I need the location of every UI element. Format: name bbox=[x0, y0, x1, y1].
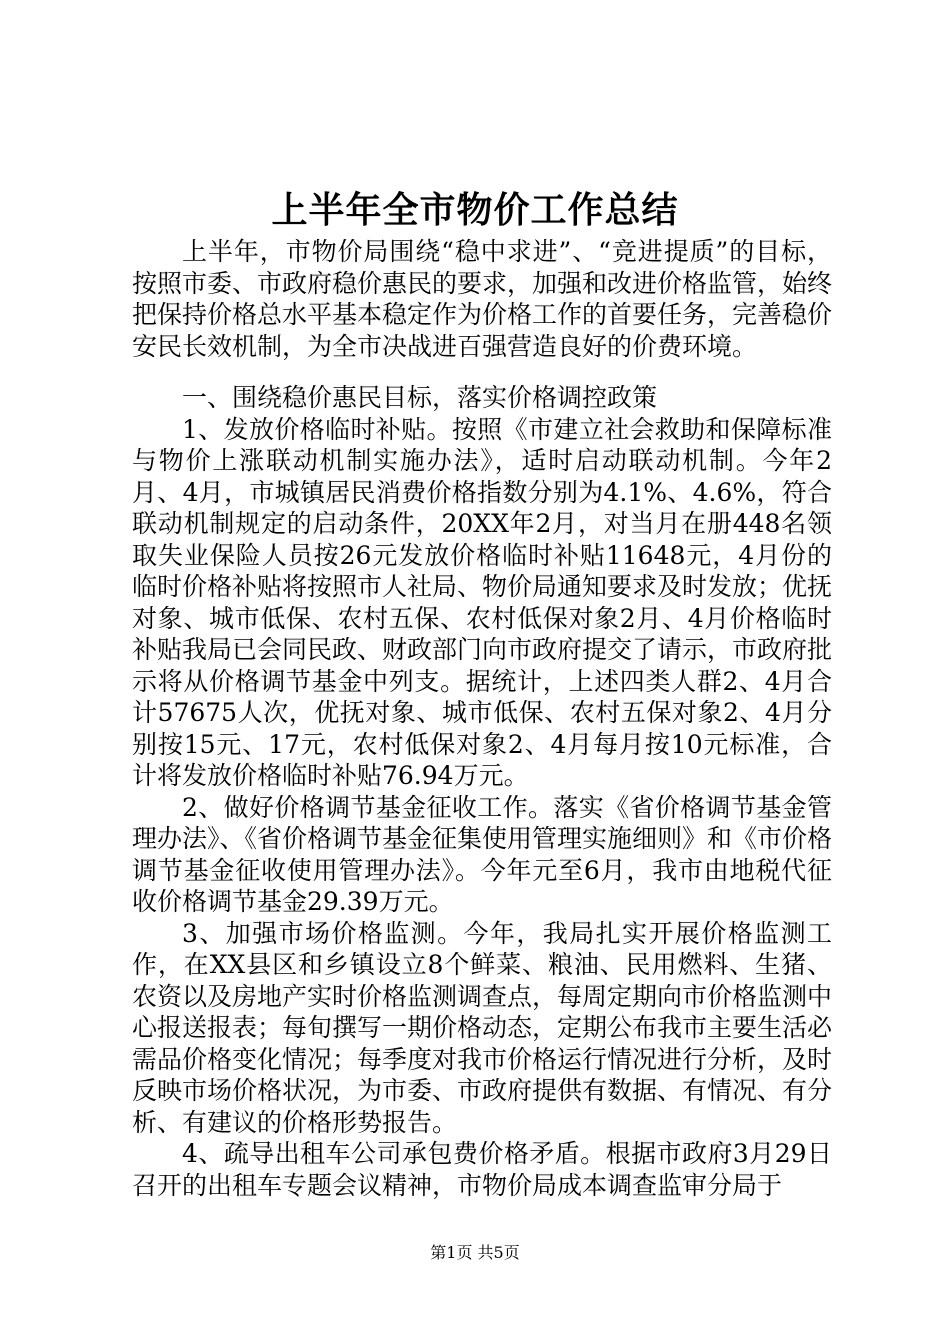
section-heading: 一、围绕稳价惠民目标，落实价格调控政策 bbox=[182, 383, 658, 412]
intro-paragraph: 上半年，市物价局围绕“稳中求进”、“竞进提质”的目标，按照市委、市政府稳价惠民的要求，加强和改进价格监管，始终把保持价格总水平基本稳定作为价格工作的首要任务，完善稳价安民长效机制，为全市决战进百强营造良好的价费环境。 bbox=[132, 237, 833, 361]
body-paragraph: 1、发放价格临时补贴。按照《市建立社会救助和保障标准与物价上涨联动机制实施办法》，适时启动联动机制。今年2月、4月，市城镇居民消费价格指数分别为4.1%、4.6%，符合联动机制规定的启动条件，20XX年2月，对当月在册448名领取失业保险人员按26元发放价格临时补贴11648元，4月份的临时价格补贴将按照市人社局、物价局通知要求及时发放；优抚对象、城市低保、农村五保、农村低保对象2月、4月价格临时补贴我局已会同民政、财政部门向市政府提交了请示，市政府批示将从价格调节基金中列支。据统计，上述四类人群2、4月合计57675人次，优抚对象、城市低保、农村五保对象2、4月分别按15元、17元，农村低保对象2、4月每月按10元标准，合计将发放价格临时补贴76.94万元。 bbox=[132, 414, 833, 790]
body-paragraph: 2、做好价格调节基金征收工作。落实《省价格调节基金管理办法》、《省价格调节基金征集使用管理实施细则》和《市价格调节基金征收使用管理办法》。今年元至6月，我市由地税代征收价格调节基金29.39万元。 bbox=[132, 792, 833, 916]
document-body bbox=[132, 236, 832, 1201]
document-title: 上半年全市物价工作总结 bbox=[271, 189, 679, 231]
body-paragraph: 4、疏导出租车公司承包费价格矛盾。根据市政府3月29日召开的出租车专题会议精神，市物价局成本调查监审分局于 bbox=[132, 1139, 832, 1200]
body-paragraph: 3、加强市场价格监测。今年，我局扎实开展价格监测工作，在XX县区和乡镇设立8个鲜菜、粮油、民用燃料、生猪、农资以及房地产实时价格监测调查点，每周定期向市价格监测中心报送报表；每旬撰写一期价格动态，定期公布我市主要生活必需品价格变化情况；每季度对我市价格运行情况进行分析，及时反映市场价格状况，为市委、市政府提供有数据、有情况、有分析、有建议的价格形势报告。 bbox=[132, 918, 833, 1137]
page-footer: 第1页 共5页 bbox=[430, 1243, 520, 1262]
